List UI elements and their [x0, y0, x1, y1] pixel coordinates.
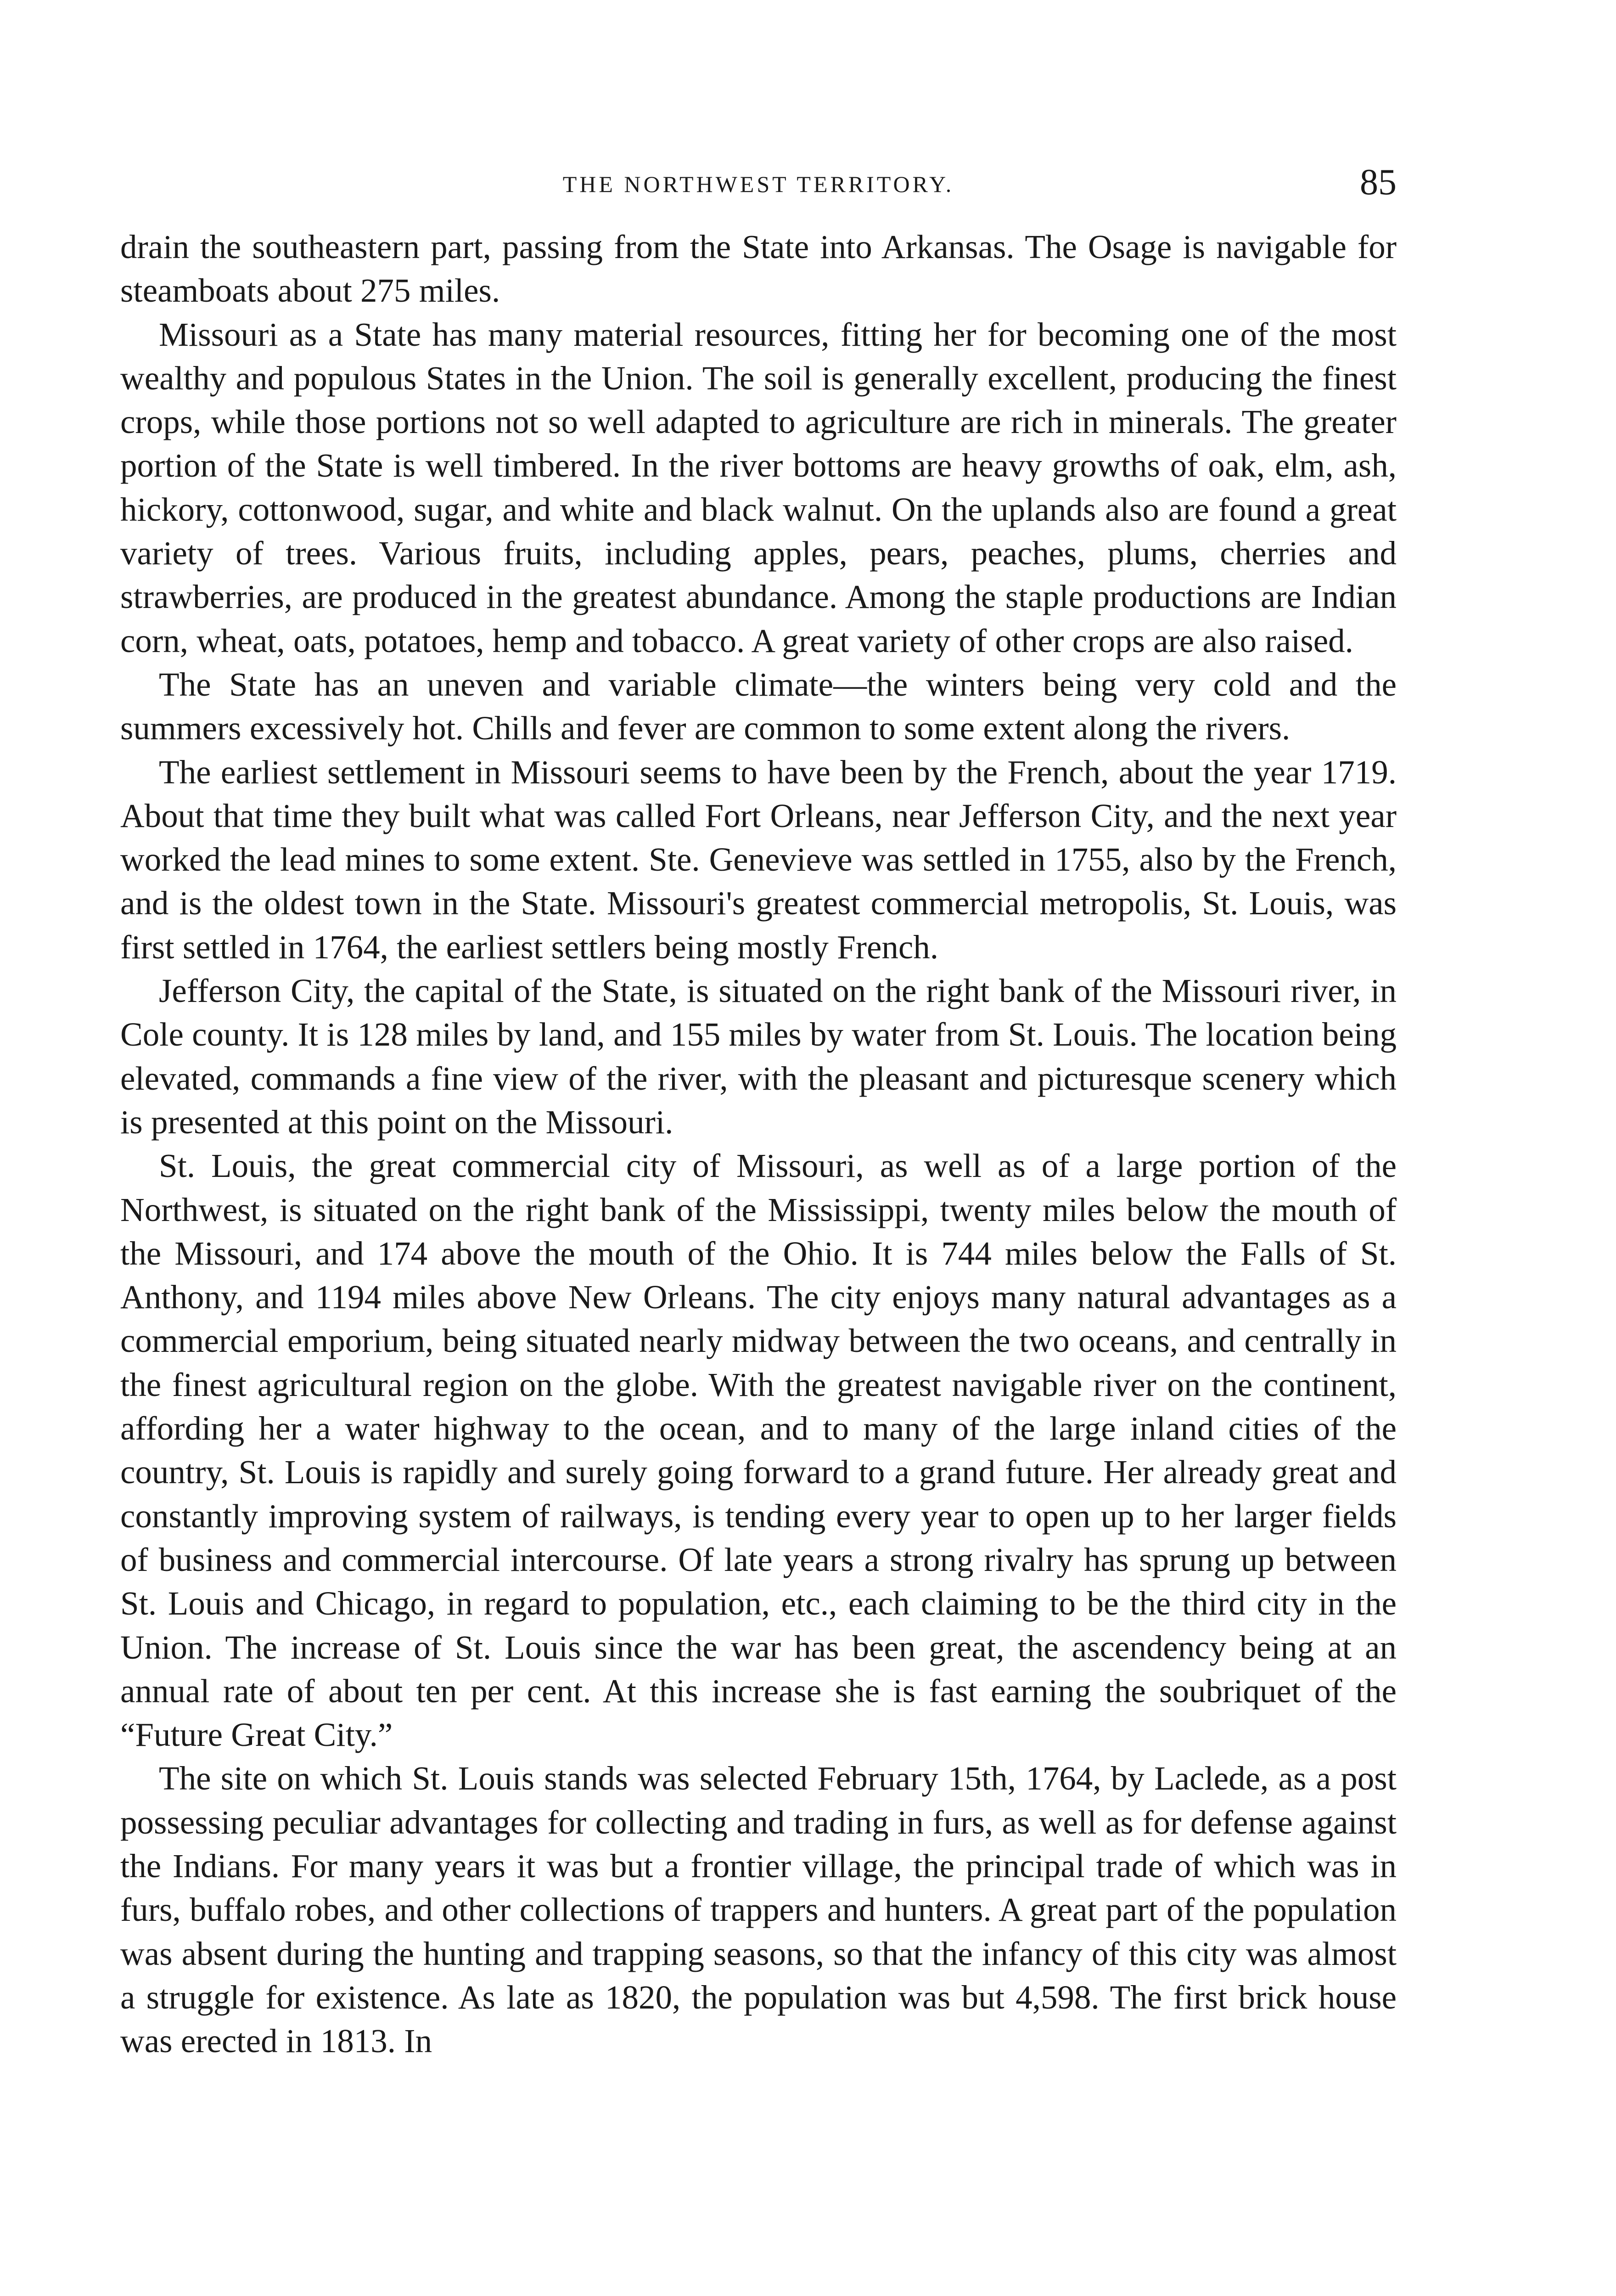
paragraph-climate: The State has an uneven and variable climate—the winters being very cold and the summers excessively hot. Chills and fever are common to some extent along the rivers.	[120, 665, 1397, 747]
paragraph-settlement: The earliest settlement in Missouri seems to have been by the French, about the year 1719. About that time they built what was called Fort Orleans, near Jefferson City, and the next year worked the lead mines to some extent. Ste. Genevieve was settled in 1755, also by the French, and is the oldest town in the State. Missouri's greatest commercial metropolis, St. Louis, was first settled in 1764, the earliest settlers being mostly French.	[120, 753, 1397, 966]
running-title: THE NORTHWEST TERRITORY.	[562, 171, 954, 197]
paragraph-st-louis-history: The site on which St. Louis stands was selected February 15th, 1764, by Laclede, as a post possessing peculiar advantages for collecting and trading in furs, as well as for defense against the Indians. For many years it was but a frontier village, the principal trade of which was in furs, buffalo robes, and other collections of trappers and hunters. A great part of the population was absent during the hunting and trapping seasons, so that the infancy of this city was almost a struggle for existence. As late as 1820, the population was but 4,598. The first brick house was erected in 1813. In	[120, 1760, 1397, 2060]
running-head	[120, 162, 1397, 203]
paragraph-st-louis: St. Louis, the great commercial city of Missouri, as well as of a large portion of the Northwest, is situated on the right bank of the Mississippi, twenty miles below the mouth of the Missouri, and 174 above the mouth of the Ohio. It is 744 miles below the Falls of St. Anthony, and 1194 miles above New Orleans. The city enjoys many natural advantages as a commercial emporium, being situated nearly midway between the two oceans, and centrally in the finest agricultural region on the globe. With the greatest navigable river on the continent, affording her a water highway to the ocean, and to many of the large inland cities of the country, St. Louis is rapidly and surely going forward to a grand future. Her already great and constantly improving system of railways, is tending every year to open up to her larger fields of business and commercial intercourse. Of late years a strong rivalry has sprung up between St. Louis and Chicago, in regard to population, etc., each claiming to be the third city in the Union. The increase of St. Louis since the war has been great, the ascendency being at an annual rate of about ten per cent. At this increase she is fast earning the soubriquet of the “Future Great City.”	[120, 1147, 1397, 1754]
page-number: 85	[1360, 162, 1397, 203]
paragraph-jefferson-city: Jefferson City, the capital of the State, is situated on the right bank of the Missouri river, in Cole county. It is 128 miles by land, and 155 miles by water from St. Louis. The location being elevated, commands a fine view of the river, with the pleasant and picturesque scenery which is presented at this point on the Missouri.	[120, 972, 1397, 1141]
paragraph-resources: Missouri as a State has many material resources, fitting her for becoming one of the most wealthy and populous States in the Union. The soil is generally excellent, producing the finest crops, while those portions not so well adapted to agriculture are rich in minerals. The greater portion of the State is well timbered. In the river bottoms are heavy growths of oak, elm, ash, hickory, cottonwood, sugar, and white and black walnut. On the uplands also are found a great variety of trees. Various fruits, including apples, pears, peaches, plums, cherries and strawberries, are produced in the greatest abundance. Among the staple productions are Indian corn, wheat, oats, potatoes, hemp and tobacco. A great variety of other crops are also raised.	[120, 315, 1397, 659]
paragraph-osage: drain the southeastern part, passing from the State into Arkansas. The Osage is navigable for steamboats about 275 miles.	[120, 228, 1397, 310]
body-text	[120, 225, 1397, 2063]
